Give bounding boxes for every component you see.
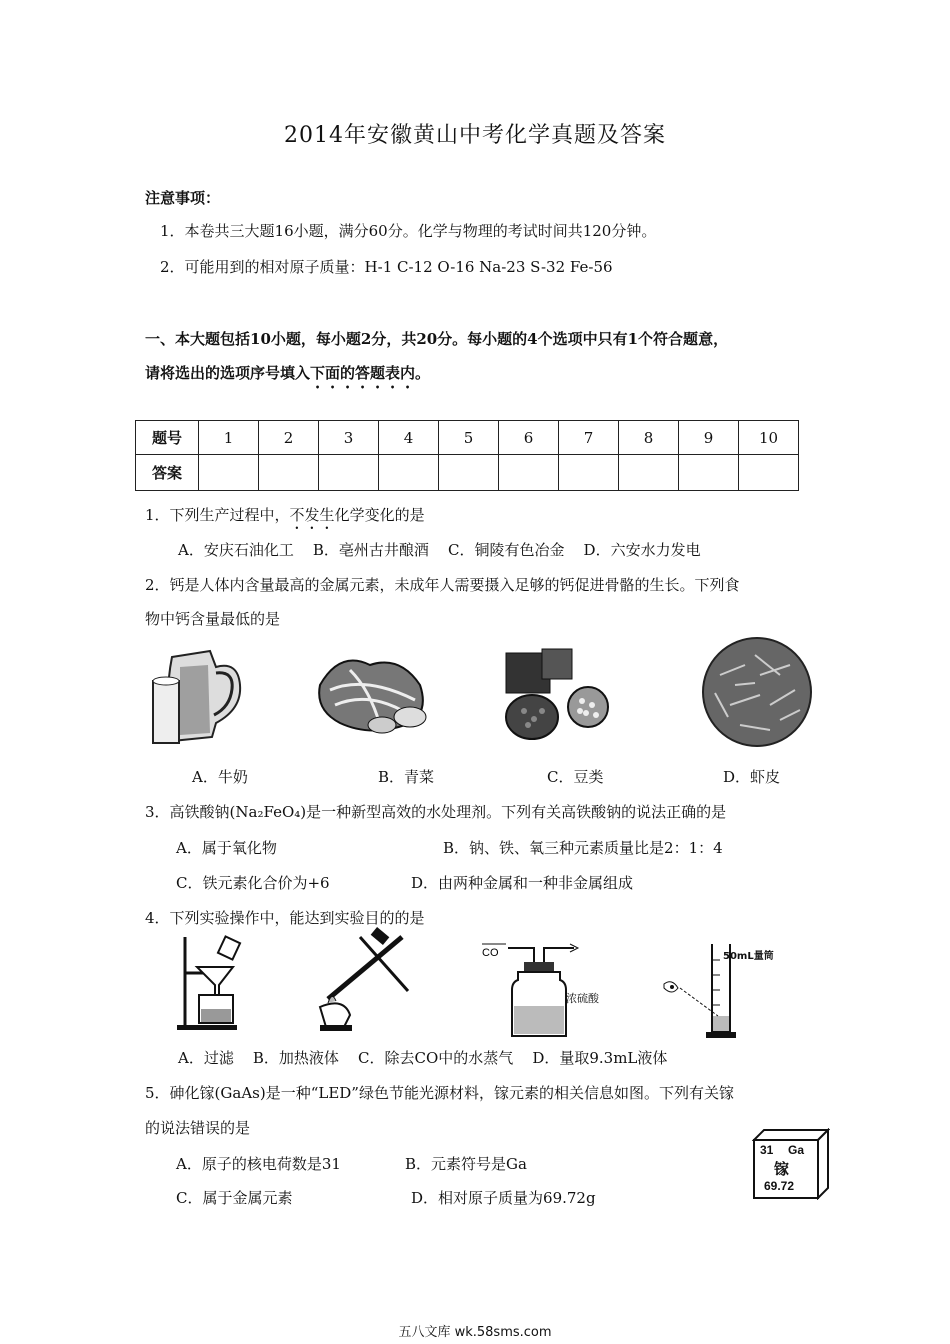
answer-table-answer-label: 答案 [136, 455, 199, 491]
answer-cell [499, 455, 559, 491]
beans-image [502, 645, 612, 745]
answer-cell [319, 455, 379, 491]
answer-table-number-label: 题号 [136, 421, 199, 455]
milk-jug-image [150, 637, 245, 747]
answer-cell [259, 455, 319, 491]
q1-stem-a: 1．下列生产过程中， [145, 506, 290, 524]
answer-cell [739, 455, 799, 491]
answer-table-number: 2 [259, 421, 319, 455]
answer-table-number: 9 [679, 421, 739, 455]
answer-cell [619, 455, 679, 491]
q5-stem-2: 的说法错误的是 [145, 1119, 251, 1137]
q3-stem: 3．高铁酸钠(Na₂FeO₄)是一种新型高效的水处理剂。下列有关高铁酸钠的说法正确的是 [145, 803, 727, 821]
section1-instruction-1: 一、本大题包括10小题，每小题2分，共20分。每小题的4个选项中只有1个符合题意， [145, 330, 729, 348]
sulfuric-acid-label: 浓硫酸 [566, 992, 599, 1005]
q5-option-c: C．属于金属元素 [176, 1189, 293, 1207]
q2-stem-1: 2．钙是人体内含量最高的金属元素，未成年人需要摄入足够的钙促进骨骼的生长。下列食 [145, 576, 740, 594]
section1-instruction-2a: 请将选出的选项序号填入 [145, 364, 311, 382]
answer-table-number: 5 [439, 421, 499, 455]
filtration-apparatus-image [175, 935, 245, 1035]
q1-options: A．安庆石油化工 B．亳州古井酿酒 C．铜陵有色冶金 D．六安水力发电 [178, 541, 701, 559]
q5-option-d: D．相对原子质量为69.72g [411, 1189, 596, 1207]
q3-option-b: B．钠、铁、氧三种元素质量比是2：1：4 [443, 839, 723, 857]
q1-stem-emphasis: 不发生 [289, 506, 335, 524]
answer-table [135, 420, 799, 491]
answer-table-header-row [136, 421, 799, 455]
section1-instruction-2c: 。 [415, 364, 431, 382]
answer-cell [679, 455, 739, 491]
q4-options: A．过滤 B．加热液体 C．除去CO中的水蒸气 D．量取9.3mL液体 [178, 1049, 668, 1067]
q2-option-d: D．虾皮 [723, 768, 781, 786]
gallium-element-card [752, 1128, 830, 1200]
answer-table-number: 6 [499, 421, 559, 455]
answer-table-number: 1 [199, 421, 259, 455]
q4-stem: 4．下列实验操作中，能达到实验目的的是 [145, 909, 425, 927]
answer-cell [199, 455, 259, 491]
element-mass: 69.72 [764, 1179, 795, 1193]
answer-table-answer-row [136, 455, 799, 491]
q5-stem-1: 5．砷化镓(GaAs)是一种“LED”绿色节能光源材料，镓元素的相关信息如图。下列有关镓 [145, 1084, 734, 1102]
answer-cell [379, 455, 439, 491]
heating-liquid-image [310, 927, 415, 1037]
answer-table-number: 4 [379, 421, 439, 455]
answer-cell [559, 455, 619, 491]
answer-table-number: 10 [739, 421, 799, 455]
answer-table-number: 8 [619, 421, 679, 455]
q3-option-a: A．属于氧化物 [176, 839, 277, 857]
element-name: 镓 [774, 1160, 790, 1178]
q2-option-b: B．青菜 [378, 768, 435, 786]
element-symbol: Ga [788, 1143, 805, 1157]
q2-option-c: C．豆类 [547, 768, 604, 786]
section1-instruction-2 [145, 363, 430, 392]
co-label: CO [482, 947, 499, 959]
green-vegetable-image [310, 645, 435, 735]
answer-table-number: 3 [319, 421, 379, 455]
notes-heading: 注意事项： [145, 189, 221, 207]
q1-stem-c: 化学变化的是 [334, 506, 425, 524]
section1-instruction-emphasis: 下面的答题表内 [310, 364, 416, 382]
q2-option-a: A．牛奶 [192, 768, 248, 786]
q1-stem [145, 505, 425, 533]
q3-option-d: D．由两种金属和一种非金属组成 [411, 874, 634, 892]
footer-watermark: 五八文库 wk.58sms.com [398, 1325, 552, 1340]
answer-table-number: 7 [559, 421, 619, 455]
q2-stem-2: 物中钙含量最低的是 [145, 610, 281, 628]
q3-option-c: C．铁元素化合价为+6 [176, 874, 330, 892]
q5-option-a: A．原子的核电荷数是31 [176, 1155, 341, 1173]
cylinder-label: 50mL量筒 [723, 951, 774, 962]
answer-cell [439, 455, 499, 491]
q5-option-b: B．元素符号是Ga [405, 1155, 527, 1173]
notes-line-1: 1．本卷共三大题16小题，满分60分。化学与物理的考试时间共120分钟。 [160, 222, 657, 240]
page-title: 2014年安徽黄山中考化学真题及答案 [284, 123, 666, 148]
notes-line-2: 2．可能用到的相对原子质量：H-1 C-12 O-16 Na-23 S-32 Fe-56 [160, 258, 613, 276]
element-number: 31 [760, 1143, 774, 1157]
dried-shrimp-image [700, 635, 815, 750]
